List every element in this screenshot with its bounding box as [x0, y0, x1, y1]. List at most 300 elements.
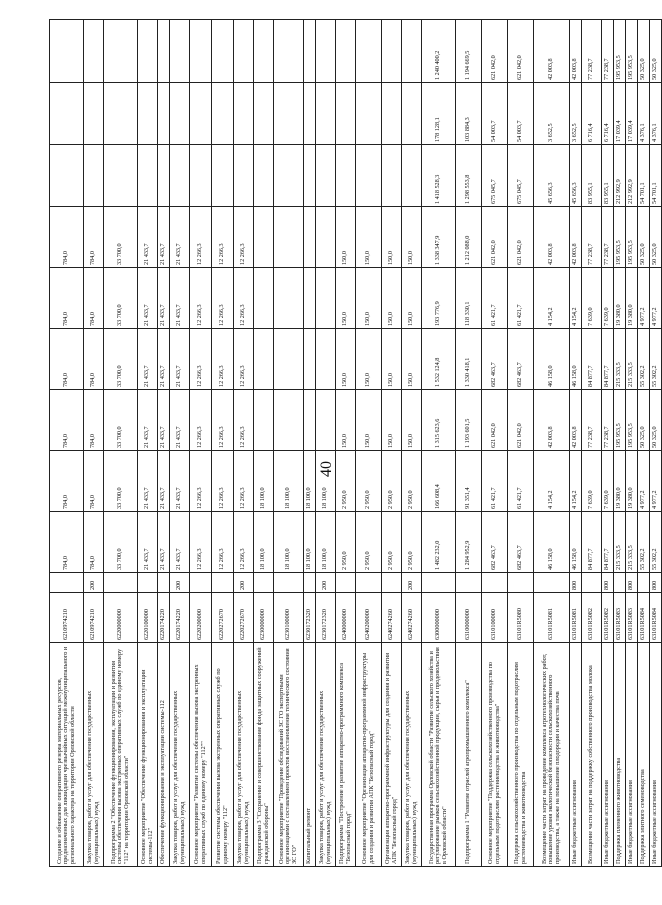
row-expense-type-cell — [274, 573, 304, 593]
row-amount-cell: 6 716,4 — [582, 83, 602, 145]
row-code-cell: 6230172320 — [304, 593, 316, 643]
row-amount-cell — [316, 268, 336, 329]
row-amount-cell: 784,0 — [50, 512, 84, 573]
row-amount-cell: 150,0 — [336, 390, 356, 451]
row-amount-cell — [274, 329, 304, 390]
row-amount-cell: 21 433,7 — [158, 329, 170, 390]
row-amount-cell — [190, 83, 212, 145]
row-amount-cell: 784,0 — [50, 329, 84, 390]
row-name-cell: Закупка товаров, работ и услуг для обеспечения государственных (муниципальных) нужд — [170, 643, 190, 867]
row-amount-cell: 54 701,1 — [638, 145, 650, 207]
row-amount-cell — [158, 83, 170, 145]
table-row — [158, 20, 170, 867]
row-code-cell: 6220200000 — [190, 593, 212, 643]
row-amount-cell: 50 325,0 — [638, 207, 650, 268]
row-amount-cell: 1 482 232,0 — [422, 512, 456, 573]
row-amount-cell: 2 950,0 — [402, 451, 422, 512]
row-amount-cell: 33 700,0 — [104, 390, 138, 451]
row-amount-cell: 21 433,7 — [138, 512, 158, 573]
row-code-cell: 63101R5084 — [638, 593, 650, 643]
row-amount-cell: 55 302,2 — [638, 329, 650, 390]
row-amount-cell — [304, 20, 316, 83]
row-amount-cell: 18 100,0 — [304, 512, 316, 573]
row-amount-cell: 4 376,1 — [650, 83, 662, 145]
row-amount-cell — [254, 268, 274, 329]
row-amount-cell: 18 100,0 — [254, 512, 274, 573]
row-amount-cell — [190, 145, 212, 207]
row-amount-cell: 18 100,0 — [316, 451, 336, 512]
table-row — [254, 20, 274, 867]
row-amount-cell: 50 325,0 — [650, 207, 662, 268]
row-amount-cell: 784,0 — [50, 268, 84, 329]
row-amount-cell: 77 238,7 — [582, 20, 602, 83]
row-amount-cell: 150,0 — [382, 207, 402, 268]
row-name-cell: Закупка товаров, работ и услуг для обеспечения государственных (муниципальных) нужд — [316, 643, 336, 867]
row-name-cell: Поддержка элитного семеноводства — [638, 643, 650, 867]
row-amount-cell: 150,0 — [356, 329, 382, 390]
row-amount-cell: 12 266,3 — [190, 390, 212, 451]
row-amount-cell: 6 716,4 — [602, 83, 614, 145]
table-row — [138, 20, 158, 867]
row-amount-cell — [274, 207, 304, 268]
row-amount-cell: 21 433,7 — [158, 268, 170, 329]
row-code-cell: 63101R5084 — [650, 593, 662, 643]
row-amount-cell: 150,0 — [356, 207, 382, 268]
row-amount-cell: 61 421,7 — [482, 451, 508, 512]
row-amount-cell — [336, 145, 356, 207]
row-amount-cell: 784,0 — [50, 207, 84, 268]
row-amount-cell — [212, 20, 234, 83]
row-name-cell: Подпрограмма "Построение и развитие аппаратно-программного комплекса "Безопасный город" — [336, 643, 356, 867]
row-amount-cell: 12 266,3 — [190, 329, 212, 390]
row-amount-cell: 19 380,0 — [614, 268, 626, 329]
row-name-cell: Закупка товаров, работ и услуг для обеспечения государственных (муниципальных) нужд — [234, 643, 254, 867]
row-amount-cell: 17 039,4 — [614, 83, 626, 145]
row-amount-cell: 17 039,4 — [626, 83, 638, 145]
row-name-cell: Иные бюджетные ассигнования — [626, 643, 638, 867]
row-amount-cell: 19 380,0 — [626, 268, 638, 329]
row-amount-cell — [382, 83, 402, 145]
row-amount-cell: 1 193 601,5 — [456, 390, 482, 451]
row-expense-type-cell — [382, 573, 402, 593]
row-amount-cell — [304, 390, 316, 451]
row-code-cell: 6230000000 — [254, 593, 274, 643]
row-amount-cell: 21 433,7 — [170, 268, 190, 329]
row-amount-cell: 7 639,0 — [582, 268, 602, 329]
row-code-cell: 6240200000 — [356, 593, 382, 643]
row-amount-cell: 42 003,8 — [534, 390, 570, 451]
row-amount-cell: 12 266,3 — [190, 268, 212, 329]
row-code-cell: 6230100000 — [274, 593, 304, 643]
row-amount-cell: 4 977,2 — [638, 451, 650, 512]
row-code-cell: 6240274260 — [402, 593, 422, 643]
row-amount-cell: 150,0 — [382, 390, 402, 451]
row-amount-cell: 33 700,0 — [104, 512, 138, 573]
row-amount-cell: 21 433,7 — [138, 268, 158, 329]
row-name-cell: Подпрограмма 2 "Обеспечение функционирования, эксплуатации и развития системы обеспечения вызова экстренных оперативных служб по единому номеру "112" на территории Орловской области" — [104, 643, 138, 867]
row-amount-cell: 150,0 — [402, 329, 422, 390]
row-amount-cell — [234, 145, 254, 207]
row-amount-cell: 21 433,7 — [170, 390, 190, 451]
row-amount-cell: 61 421,7 — [482, 268, 508, 329]
row-amount-cell: 166 608,4 — [422, 451, 456, 512]
row-code-cell: 63101R5082 — [582, 593, 602, 643]
rotated-table-container — [49, 20, 659, 867]
table-body — [50, 20, 662, 867]
row-amount-cell: 195 953,5 — [614, 20, 626, 83]
row-amount-cell: 150,0 — [382, 329, 402, 390]
row-amount-cell — [356, 20, 382, 83]
row-amount-cell: 84 877,7 — [582, 329, 602, 390]
row-amount-cell: 215 333,5 — [614, 512, 626, 573]
row-amount-cell — [50, 145, 84, 207]
row-amount-cell: 7 639,0 — [582, 451, 602, 512]
row-amount-cell: 46 158,0 — [570, 329, 582, 390]
row-expense-type-cell — [638, 573, 650, 593]
row-amount-cell: 55 302,2 — [650, 512, 662, 573]
row-amount-cell — [234, 83, 254, 145]
row-amount-cell — [402, 83, 422, 145]
row-expense-type-cell: 200 — [234, 573, 254, 593]
table-row — [336, 20, 356, 867]
row-amount-cell — [254, 83, 274, 145]
table-row — [84, 20, 104, 867]
row-amount-cell: 12 266,3 — [234, 329, 254, 390]
row-amount-cell — [304, 83, 316, 145]
row-expense-type-cell: 800 — [650, 573, 662, 593]
row-code-cell: 6220100000 — [138, 593, 158, 643]
row-amount-cell: 21 433,7 — [158, 390, 170, 451]
row-amount-cell — [254, 207, 274, 268]
row-code-cell: 63101R5081 — [570, 593, 582, 643]
row-amount-cell: 1 240 400,2 — [422, 20, 456, 83]
row-amount-cell — [274, 20, 304, 83]
row-amount-cell: 12 266,3 — [190, 451, 212, 512]
row-amount-cell: 784,0 — [50, 390, 84, 451]
row-amount-cell: 3 652,5 — [570, 83, 582, 145]
row-name-cell: Иные бюджетные ассигнования — [570, 643, 582, 867]
table-row — [104, 20, 138, 867]
table-row — [626, 20, 638, 867]
row-amount-cell — [402, 145, 422, 207]
budget-table — [49, 19, 662, 867]
row-amount-cell: 21 433,7 — [138, 451, 158, 512]
row-amount-cell: 55 302,2 — [638, 512, 650, 573]
row-amount-cell: 46 158,0 — [534, 512, 570, 573]
row-expense-type-cell — [254, 573, 274, 593]
row-amount-cell: 621 042,0 — [482, 390, 508, 451]
table-row — [482, 20, 508, 867]
row-code-cell: 6210974210 — [84, 593, 104, 643]
row-expense-type-cell — [534, 573, 570, 593]
row-expense-type-cell: 800 — [602, 573, 614, 593]
row-amount-cell: 12 266,3 — [234, 451, 254, 512]
row-expense-type-cell: 200 — [316, 573, 336, 593]
row-amount-cell: 1 194 669,5 — [456, 20, 482, 83]
row-name-cell: Государственная программа Орловской области "Развитие сельского хозяйства и регулирование рынков сельскохозяйственной продукции, сырья и продовольствия в Орловской области" — [422, 643, 456, 867]
row-expense-type-cell — [482, 573, 508, 593]
row-amount-cell: 83 955,1 — [582, 145, 602, 207]
row-expense-type-cell — [50, 573, 84, 593]
row-amount-cell — [304, 329, 316, 390]
row-amount-cell: 784,0 — [84, 268, 104, 329]
row-amount-cell: 150,0 — [402, 207, 422, 268]
row-amount-cell: 4 977,2 — [650, 451, 662, 512]
row-amount-cell: 18 100,0 — [254, 451, 274, 512]
row-code-cell: 6220174220 — [170, 593, 190, 643]
row-amount-cell — [138, 20, 158, 83]
row-amount-cell: 784,0 — [84, 390, 104, 451]
row-amount-cell: 1 315 623,6 — [422, 390, 456, 451]
table-row — [534, 20, 570, 867]
row-amount-cell — [254, 145, 274, 207]
row-amount-cell: 1 418 528,3 — [422, 145, 456, 207]
table-row — [190, 20, 212, 867]
row-amount-cell: 18 100,0 — [316, 512, 336, 573]
row-amount-cell: 1 212 088,0 — [456, 207, 482, 268]
row-amount-cell: 4 376,1 — [638, 83, 650, 145]
table-row — [582, 20, 602, 867]
row-amount-cell: 150,0 — [402, 390, 422, 451]
row-amount-cell: 150,0 — [336, 268, 356, 329]
row-amount-cell: 21 433,7 — [138, 207, 158, 268]
row-amount-cell — [274, 390, 304, 451]
row-name-cell: Основное мероприятие "Организация аппаратно-программной инфраструктуры для создания и развития АПК "Безопасный город" — [356, 643, 382, 867]
row-amount-cell: 12 266,3 — [234, 512, 254, 573]
row-name-cell: Основное мероприятие "Развитие системы обеспечения вызова экстренных оперативных служб по единому номеру "112"" — [190, 643, 212, 867]
row-amount-cell: 195 953,5 — [614, 390, 626, 451]
row-amount-cell — [50, 20, 84, 83]
row-amount-cell: 12 266,3 — [212, 451, 234, 512]
row-amount-cell: 784,0 — [50, 451, 84, 512]
row-expense-type-cell — [456, 573, 482, 593]
row-name-cell: Создание и обновление оперативного резерва материальных ресурсов, предназначенных для ликвидации чрезвычайных ситуаций межмуниципального и регионального характера на территории Орловской области — [50, 643, 84, 867]
row-amount-cell: 19 380,0 — [626, 451, 638, 512]
row-code-cell: 6240274260 — [382, 593, 402, 643]
row-amount-cell: 12 266,3 — [190, 207, 212, 268]
row-amount-cell — [254, 329, 274, 390]
row-amount-cell — [316, 207, 336, 268]
row-name-cell: Подпрограмма 3 "Сохранение и совершенствование фонда защитных сооружений гражданской обороны" — [254, 643, 274, 867]
row-amount-cell: 150,0 — [356, 390, 382, 451]
row-name-cell: Возмещение части затрат на проведение комплекса агротехнологических работ, повышение уровня экологической безопасности сельскохозяйственного производства, а также на повышение плодородия и качества почв — [534, 643, 570, 867]
row-amount-cell: 2 950,0 — [356, 451, 382, 512]
row-amount-cell: 2 950,0 — [336, 512, 356, 573]
row-amount-cell: 215 333,5 — [614, 329, 626, 390]
row-name-cell: Подпрограмма 1 "Развитие отраслей агропромышленного комплекса" — [456, 643, 482, 867]
row-amount-cell: 195 953,5 — [626, 20, 638, 83]
row-amount-cell: 50 325,0 — [650, 390, 662, 451]
row-code-cell: 6240000000 — [336, 593, 356, 643]
table-row — [274, 20, 304, 867]
row-code-cell: 63101R5083 — [614, 593, 626, 643]
row-amount-cell — [212, 83, 234, 145]
row-amount-cell: 19 380,0 — [614, 451, 626, 512]
row-amount-cell: 77 238,7 — [582, 207, 602, 268]
row-amount-cell — [212, 145, 234, 207]
row-expense-type-cell: 800 — [570, 573, 582, 593]
row-amount-cell: 621 042,0 — [482, 207, 508, 268]
row-name-cell: Поддержка племенного животноводства — [614, 643, 626, 867]
row-amount-cell: 21 433,7 — [158, 512, 170, 573]
row-amount-cell: 12 266,3 — [212, 329, 234, 390]
row-amount-cell: 42 003,8 — [534, 20, 570, 83]
row-amount-cell — [170, 83, 190, 145]
row-amount-cell: 675 045,7 — [508, 145, 534, 207]
table-row — [356, 20, 382, 867]
row-amount-cell: 84 877,7 — [602, 329, 614, 390]
row-amount-cell — [336, 83, 356, 145]
row-amount-cell — [274, 83, 304, 145]
row-amount-cell: 61 421,7 — [508, 451, 534, 512]
row-amount-cell: 12 266,3 — [212, 390, 234, 451]
row-amount-cell: 3 652,5 — [534, 83, 570, 145]
row-amount-cell: 784,0 — [84, 207, 104, 268]
row-amount-cell — [316, 145, 336, 207]
row-name-cell: Основное мероприятие "Обеспечение функционирования и эксплуатации системы-112" — [138, 643, 158, 867]
row-expense-type-cell — [158, 573, 170, 593]
row-amount-cell: 4 977,2 — [650, 268, 662, 329]
row-amount-cell: 2 950,0 — [382, 512, 402, 573]
row-amount-cell: 621 042,0 — [508, 207, 534, 268]
row-code-cell: 6220272670 — [212, 593, 234, 643]
row-name-cell: Иные бюджетные ассигнования — [650, 643, 662, 867]
row-amount-cell: 33 700,0 — [104, 451, 138, 512]
row-amount-cell: 84 877,7 — [602, 512, 614, 573]
row-amount-cell: 61 421,7 — [508, 268, 534, 329]
row-amount-cell: 103 884,3 — [456, 83, 482, 145]
row-amount-cell: 195 953,5 — [626, 207, 638, 268]
row-amount-cell: 12 266,3 — [234, 390, 254, 451]
row-amount-cell — [170, 145, 190, 207]
row-amount-cell: 21 433,7 — [138, 390, 158, 451]
row-amount-cell — [402, 20, 422, 83]
row-name-cell: Капитальный ремонт — [304, 643, 316, 867]
row-amount-cell: 4 154,2 — [570, 451, 582, 512]
row-name-cell: Возмещение части затрат на поддержку собственного производства молока — [582, 643, 602, 867]
row-amount-cell: 621 042,0 — [508, 20, 534, 83]
row-amount-cell: 7 639,0 — [602, 268, 614, 329]
row-code-cell: 63101R5081 — [534, 593, 570, 643]
row-amount-cell — [316, 390, 336, 451]
table-row — [304, 20, 316, 867]
row-amount-cell: 12 266,3 — [212, 512, 234, 573]
row-amount-cell — [234, 20, 254, 83]
row-code-cell: 6300000000 — [422, 593, 456, 643]
table-row — [212, 20, 234, 867]
table-row — [602, 20, 614, 867]
row-expense-type-cell — [138, 573, 158, 593]
row-amount-cell — [304, 145, 316, 207]
row-name-cell: Основное мероприятие "Поддержка сельскохозяйственного производства по отдельным подотраслям растениеводства и животноводства" — [482, 643, 508, 867]
row-amount-cell: 2 950,0 — [382, 451, 402, 512]
row-amount-cell: 1 532 124,8 — [422, 329, 456, 390]
row-amount-cell: 150,0 — [336, 329, 356, 390]
row-amount-cell: 195 953,5 — [614, 207, 626, 268]
row-amount-cell: 84 877,7 — [582, 512, 602, 573]
row-amount-cell: 1 298 553,8 — [456, 145, 482, 207]
row-expense-type-cell: 200 — [170, 573, 190, 593]
row-amount-cell: 54 701,1 — [650, 145, 662, 207]
row-amount-cell: 784,0 — [84, 512, 104, 573]
row-amount-cell — [104, 145, 138, 207]
row-code-cell: 63101R5082 — [602, 593, 614, 643]
row-code-cell: 6220174220 — [158, 593, 170, 643]
row-amount-cell: 21 433,7 — [170, 512, 190, 573]
row-code-cell: 6230172320 — [316, 593, 336, 643]
row-amount-cell: 1 330 418,1 — [456, 329, 482, 390]
row-amount-cell — [274, 268, 304, 329]
row-amount-cell: 2 950,0 — [402, 512, 422, 573]
row-amount-cell — [316, 20, 336, 83]
row-amount-cell: 150,0 — [356, 268, 382, 329]
row-amount-cell: 4 154,2 — [570, 268, 582, 329]
row-amount-cell: 4 154,2 — [534, 268, 570, 329]
table-row — [316, 20, 336, 867]
row-expense-type-cell — [614, 573, 626, 593]
row-code-cell: 6310100000 — [482, 593, 508, 643]
row-amount-cell: 12 266,3 — [234, 207, 254, 268]
row-amount-cell — [158, 20, 170, 83]
row-amount-cell: 7 639,0 — [602, 451, 614, 512]
row-amount-cell: 77 238,7 — [602, 20, 614, 83]
row-name-cell: Обеспечение функционирования и эксплуатации системы-112 — [158, 643, 170, 867]
table-row — [234, 20, 254, 867]
row-amount-cell — [254, 390, 274, 451]
row-amount-cell: 50 325,0 — [638, 390, 650, 451]
row-amount-cell — [170, 20, 190, 83]
row-code-cell: 6210974210 — [50, 593, 84, 643]
row-amount-cell: 21 433,7 — [170, 451, 190, 512]
row-amount-cell — [158, 145, 170, 207]
row-name-cell: Поддержка сельскохозяйственного производства по отдельным подотраслям растениеводства и животноводства — [508, 643, 534, 867]
table-row — [638, 20, 650, 867]
row-amount-cell: 621 042,0 — [508, 390, 534, 451]
row-amount-cell: 33 700,0 — [104, 207, 138, 268]
row-amount-cell: 621 042,0 — [482, 20, 508, 83]
row-amount-cell — [382, 145, 402, 207]
row-amount-cell: 4 977,2 — [638, 268, 650, 329]
row-amount-cell: 12 266,3 — [190, 512, 212, 573]
row-amount-cell: 50 325,0 — [650, 20, 662, 83]
row-name-cell: Закупка товаров, работ и услуг для обеспечения государственных (муниципальных) нужд — [84, 643, 104, 867]
row-name-cell: Закупка товаров, работ и услуг для обеспечения государственных (муниципальных) нужд — [402, 643, 422, 867]
row-amount-cell — [304, 268, 316, 329]
row-expense-type-cell — [582, 573, 602, 593]
row-amount-cell — [84, 83, 104, 145]
row-amount-cell: 2 950,0 — [336, 451, 356, 512]
row-amount-cell — [254, 20, 274, 83]
row-amount-cell: 54 003,7 — [508, 83, 534, 145]
table-row — [422, 20, 456, 867]
row-expense-type-cell: 200 — [402, 573, 422, 593]
row-amount-cell — [84, 20, 104, 83]
table-row — [614, 20, 626, 867]
table-row — [402, 20, 422, 867]
row-amount-cell: 42 003,8 — [570, 20, 582, 83]
row-expense-type-cell — [422, 573, 456, 593]
row-amount-cell — [138, 145, 158, 207]
row-amount-cell: 682 463,7 — [482, 329, 508, 390]
row-amount-cell: 77 238,7 — [602, 390, 614, 451]
row-name-cell: Иные бюджетные ассигнования — [602, 643, 614, 867]
row-amount-cell: 18 100,0 — [304, 451, 316, 512]
row-amount-cell: 42 003,8 — [570, 390, 582, 451]
row-amount-cell: 682 463,7 — [508, 512, 534, 573]
row-amount-cell: 83 955,1 — [602, 145, 614, 207]
table-row — [508, 20, 534, 867]
row-expense-type-cell: 200 — [84, 573, 104, 593]
